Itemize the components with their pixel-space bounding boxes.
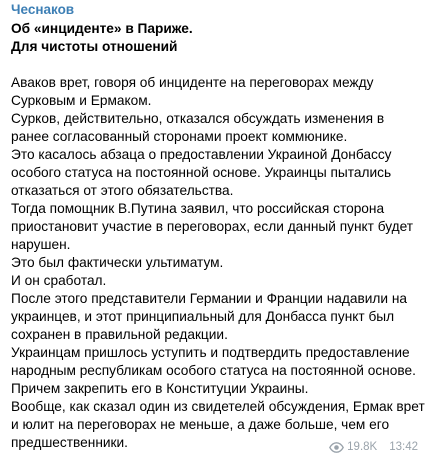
post-body-line: особого статуса на постоянной основе. Украинцы пытались [11, 165, 392, 180]
post-body-line: ранее согласованный сторонами проект коммюнике. [11, 129, 348, 144]
post-body-line: Причем закрепить его в Конституции Украины. [11, 381, 309, 396]
post-body-line: приостановит участие в переговорах, если данный пункт будет [11, 219, 414, 234]
post-body-line: предшественники. [11, 435, 128, 450]
post-body-line: Сурковым и Ермаком. [11, 93, 152, 108]
post-body-line: отказаться от этого обязательства. [11, 183, 234, 198]
post-title-line: Для чистоты отношений [11, 39, 178, 54]
post-body-line: Аваков врет, говоря об инциденте на переговорах между [11, 75, 374, 90]
eye-icon [329, 442, 344, 453]
channel-name[interactable]: Чеснаков [11, 2, 75, 17]
post-body-line: и юлит на переговорах не меньше, а даже больше, чем его [11, 417, 390, 432]
post-body-line: сохранен в правильной редакции. [11, 327, 228, 342]
post-time: 13:42 [389, 441, 418, 453]
post-meta [329, 440, 418, 454]
post-body-line: И он сработал. [11, 273, 107, 288]
post-text [11, 20, 425, 452]
post-body-line: нарушен. [11, 237, 71, 252]
post-body-line: Вообще, как сказал один из свидетелей обсуждения, Ермак врет [11, 399, 425, 414]
view-count: 19.8K [347, 441, 378, 453]
post-body-line: Сурков, действительно, отказался обсуждать изменения в [11, 111, 385, 126]
post-title-line: Об «инциденте» в Париже. [11, 21, 193, 36]
paragraph-spacer [11, 56, 421, 74]
post-body-line: Это касалось абзаца о предоставлении Украиной Донбассу [11, 147, 392, 162]
post-body-line: Тогда помощник В.Путина заявил, что российская сторона [11, 201, 385, 216]
post-body-line: народным республикам особого статуса на постоянной основе. [11, 363, 416, 378]
post-body-line: украинцев, и этот принципиальный для Донбасса пункт был [11, 309, 395, 324]
post-body-line: Украинцам пришлось уступить и подтвердить предоставление [11, 345, 410, 360]
post-body-line: Это был фактически ультиматум. [11, 255, 224, 270]
post-body-line: После этого представители Германии и Франции надавили на [11, 291, 407, 306]
